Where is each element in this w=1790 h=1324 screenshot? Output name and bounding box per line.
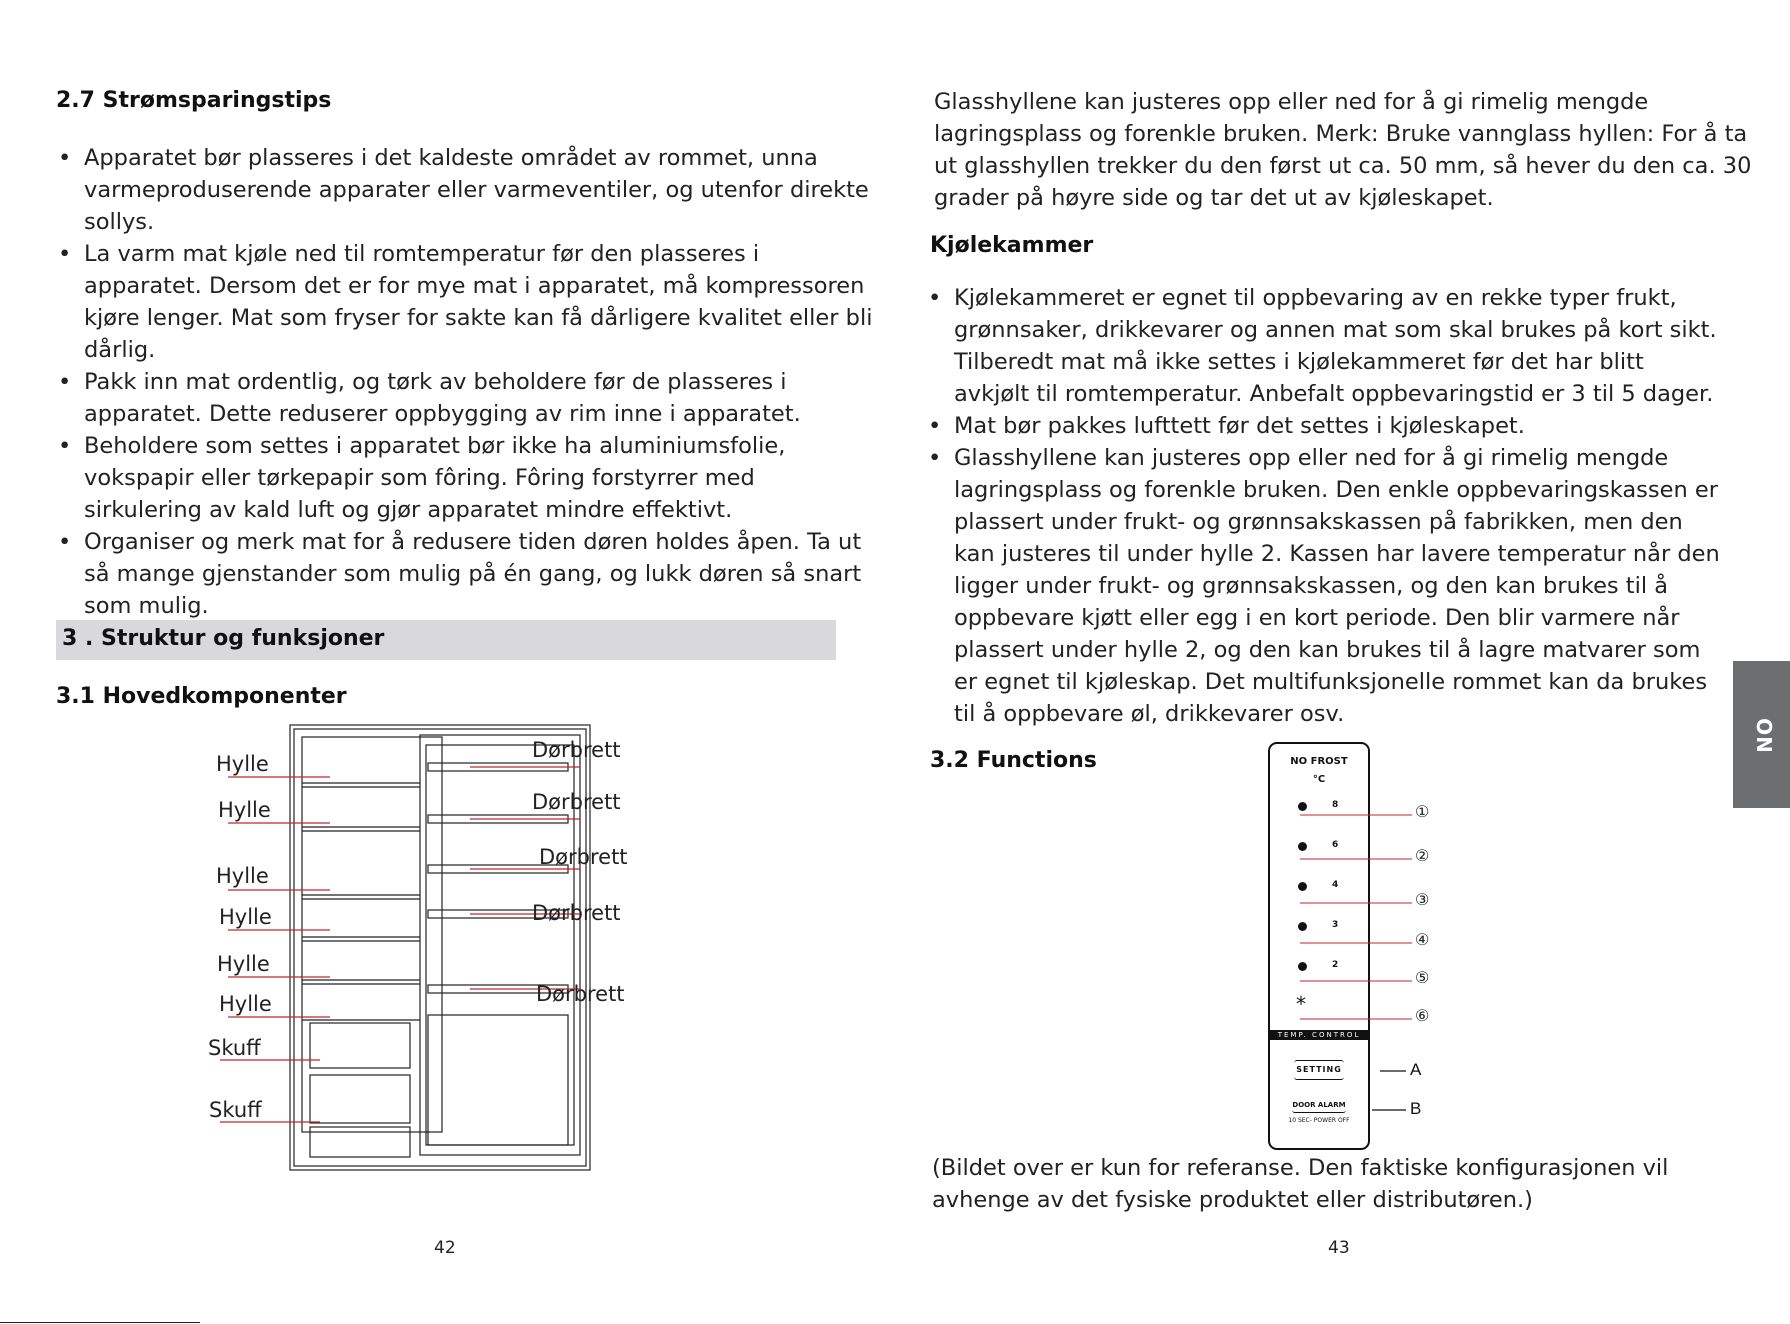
- page-number-left: 42: [434, 1238, 456, 1258]
- list-item: • Glasshyllene kan justeres opp eller ned for å gi rimelig mengde lagringsplass og forenkle bruken. Den enkle oppbevaringskassen er plassert under frukt- og grønnsakskassen på fabrikken, men den kan justeres til under hylle 2. Kassen har lavere temperatur når den ligger under frukt- og grønnsakskassen, og den kan brukes til å oppbevare kjøtt eller egg i en kort periode. Den blir varmere når plassert under hylle 2, og den kan brukes til å lagre matvarer som er egnet til kjøleskap. Det multifunksjonelle rommet kan da brukes til å oppbevare øl, drikkevarer osv.: [926, 442, 1726, 730]
- heading-main-components: 3.1 Hovedkomponenter: [56, 684, 347, 709]
- power-off-label: 10 SEC- POWER OFF: [1288, 1117, 1350, 1124]
- language-tab-label: NO: [1752, 717, 1777, 753]
- door-alarm-label: DOOR ALARM: [1292, 1101, 1346, 1109]
- temp-value: 2: [1332, 960, 1339, 970]
- callout-3: ③: [1415, 890, 1430, 909]
- reference-note: (Bildet over er kun for referanse. Den faktiske konfigurasjonen vil avhenge av det fysiske produktet eller distributøren.): [932, 1155, 1669, 1213]
- temp-control-label: TEMP. CONTROL: [1277, 1031, 1361, 1039]
- callout-2: ②: [1415, 846, 1430, 865]
- callout-5: ⑤: [1415, 968, 1430, 987]
- shelf-label: Hylle: [219, 905, 272, 929]
- shelf-label: Hylle: [218, 798, 271, 822]
- list-item: • Pakk inn mat ordentlig, og tørk av beholdere før de plasseres i apparatet. Dette reduserer oppbygging av rim inne i apparatet.: [56, 366, 876, 430]
- shelf-label: Hylle: [219, 992, 272, 1016]
- heading-energy-tips: 2.7 Strømsparingstips: [56, 88, 332, 113]
- panel-title: NO FROST: [1290, 756, 1348, 767]
- language-tab: [1733, 661, 1790, 808]
- footer-rule: [0, 1322, 200, 1323]
- shelf-label: Hylle: [216, 864, 269, 888]
- heading-functions: 3.2 Functions: [930, 748, 1097, 773]
- list-item: • La varm mat kjøle ned til romtemperatur før den plasseres i apparatet. Dersom det er for mye mat i apparatet, må kompressoren kjøre lenger. Mat som fryser for sakte kan få dårligere kvalitet eller bli dårlig.: [56, 238, 876, 366]
- shelf-label: Hylle: [217, 952, 270, 976]
- temp-value: 4: [1332, 880, 1339, 890]
- door-shelf-label: Dørbrett: [532, 790, 621, 814]
- section-bar: [56, 620, 836, 660]
- list-item: • Kjølekammeret er egnet til oppbevaring av en rekke typer frukt, grønnsaker, drikkevarer og annen mat som skal brukes på kort sikt. Tilberedt mat må ikke settes i kjølekammeret før det har blitt avkjølt til romtemperatur. Anbefalt oppbevaringstid er 3 til 5 dager.: [926, 282, 1726, 410]
- energy-tips-list: [56, 142, 876, 622]
- list-item: • Beholdere som settes i apparatet bør ikke ha aluminiumsfolie, vokspapir eller tørkepapir som fôring. Fôring forstyrrer med sirkulering av kald luft og gjør apparatet mindre effektivt.: [56, 430, 876, 526]
- super-cool-icon: *: [1296, 992, 1306, 1016]
- panel-unit: °C: [1312, 774, 1326, 785]
- door-shelf-label: Dørbrett: [532, 901, 621, 925]
- setting-label: SETTING: [1296, 1065, 1342, 1074]
- temp-value: 6: [1332, 840, 1339, 850]
- list-item: • Organiser og merk mat for å redusere tiden døren holdes åpen. Ta ut så mange gjenstander som mulig på én gang, og lukk døren så snart som mulig.: [56, 526, 876, 622]
- callout-1: ①: [1415, 802, 1430, 821]
- temp-value: 3: [1332, 920, 1339, 930]
- callout-4: ④: [1415, 930, 1430, 949]
- button-label-b: B: [1410, 1099, 1422, 1118]
- button-label-a: A: [1410, 1060, 1422, 1079]
- callout-6: ⑥: [1415, 1006, 1430, 1025]
- heading-fridge-compartment: Kjølekammer: [930, 233, 1094, 258]
- page-number-right: 43: [1328, 1238, 1350, 1258]
- section-title: 3 . Struktur og funksjoner: [62, 626, 385, 651]
- temp-value: 8: [1332, 800, 1339, 810]
- door-shelf-label: Dørbrett: [536, 982, 625, 1006]
- shelf-label: Hylle: [216, 752, 269, 776]
- door-shelf-label: Dørbrett: [532, 738, 621, 762]
- list-item: • Mat bør pakkes lufttett før det settes i kjøleskapet.: [926, 410, 1726, 442]
- glass-shelf-intro: Glasshyllene kan justeres opp eller ned for å gi rimelig mengde lagringsplass og forenkle bruken. Merk: Bruke vannglass hyllen: For å ta ut glasshyllen trekker du den først ut ca. 50 mm, så hever du den ca. 30 grader på høyre side og tar det ut av kjøleskapet.: [934, 89, 1752, 211]
- drawer-label: Skuff: [208, 1036, 261, 1060]
- fridge-compartment-list: [926, 282, 1726, 730]
- drawer-label: Skuff: [209, 1098, 262, 1122]
- door-shelf-label: Dørbrett: [539, 845, 628, 869]
- list-item: • Apparatet bør plasseres i det kaldeste området av rommet, unna varmeproduserende apparater eller varmeventiler, og utenfor direkte sollys.: [56, 142, 876, 238]
